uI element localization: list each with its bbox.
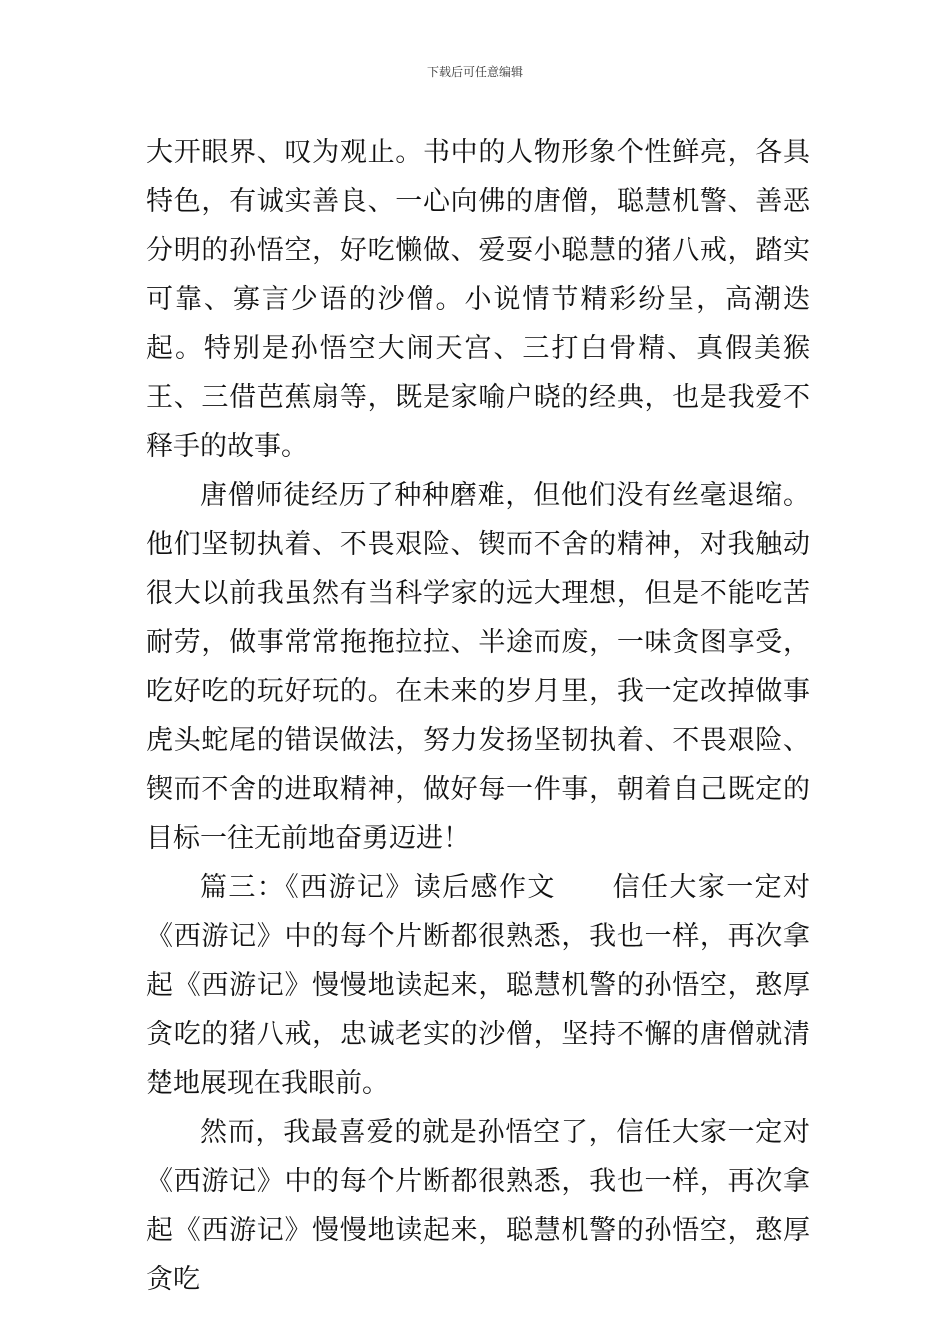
paragraph-1: 大开眼界、叹为观止。书中的人物形象个性鲜亮，各具特色，有诚实善良、一心向佛的唐僧，聪慧机警、善恶分明的孙悟空，好吃懒做、爱耍小聪慧的猪八戒，踏实可靠、寡言少语的沙僧。小说情节精彩纷呈，高潮迭起。特别是孙悟空大闹天宫、三打白骨精、真假美猴王、三借芭蕉扇等，既是家喻户晓的经典，也是我爱不释手的故事。 — [146, 137, 810, 462]
essay-body — [146, 128, 810, 1304]
page-header-note: 下载后可任意编辑 — [426, 65, 523, 79]
paragraph-3: 篇三：《西游记》读后感作文 信任大家一定对《西游记》中的每个片断都很熟悉，我也一样，再次拿起《西游记》慢慢地读起来，聪慧机警的孙悟空，憨厚贪吃的猪八戒，忠诚老实的沙僧，坚持不懈的唐僧就清楚地展现在我眼前。 — [146, 872, 810, 1099]
paragraph-2: 唐僧师徒经历了种种磨难，但他们没有丝毫退缩。他们坚韧执着、不畏艰险、锲而不舍的精神，对我触动很大以前我虽然有当科学家的远大理想，但是不能吃苦耐劳，做事常常拖拖拉拉、半途而废，一味贪图享受，吃好吃的玩好玩的。在未来的岁月里，我一定改掉做事虎头蛇尾的错误做法，努力发扬坚韧执着、不畏艰险、锲而不舍的进取精神，做好每一件事，朝着自己既定的目标一往无前地奋勇迈进！ — [146, 480, 810, 854]
paragraph-4: 然而，我最喜爱的就是孙悟空了，信任大家一定对《西游记》中的每个片断都很熟悉，我也一样，再次拿起《西游记》慢慢地读起来，聪慧机警的孙悟空，憨厚贪吃 — [146, 1117, 810, 1295]
